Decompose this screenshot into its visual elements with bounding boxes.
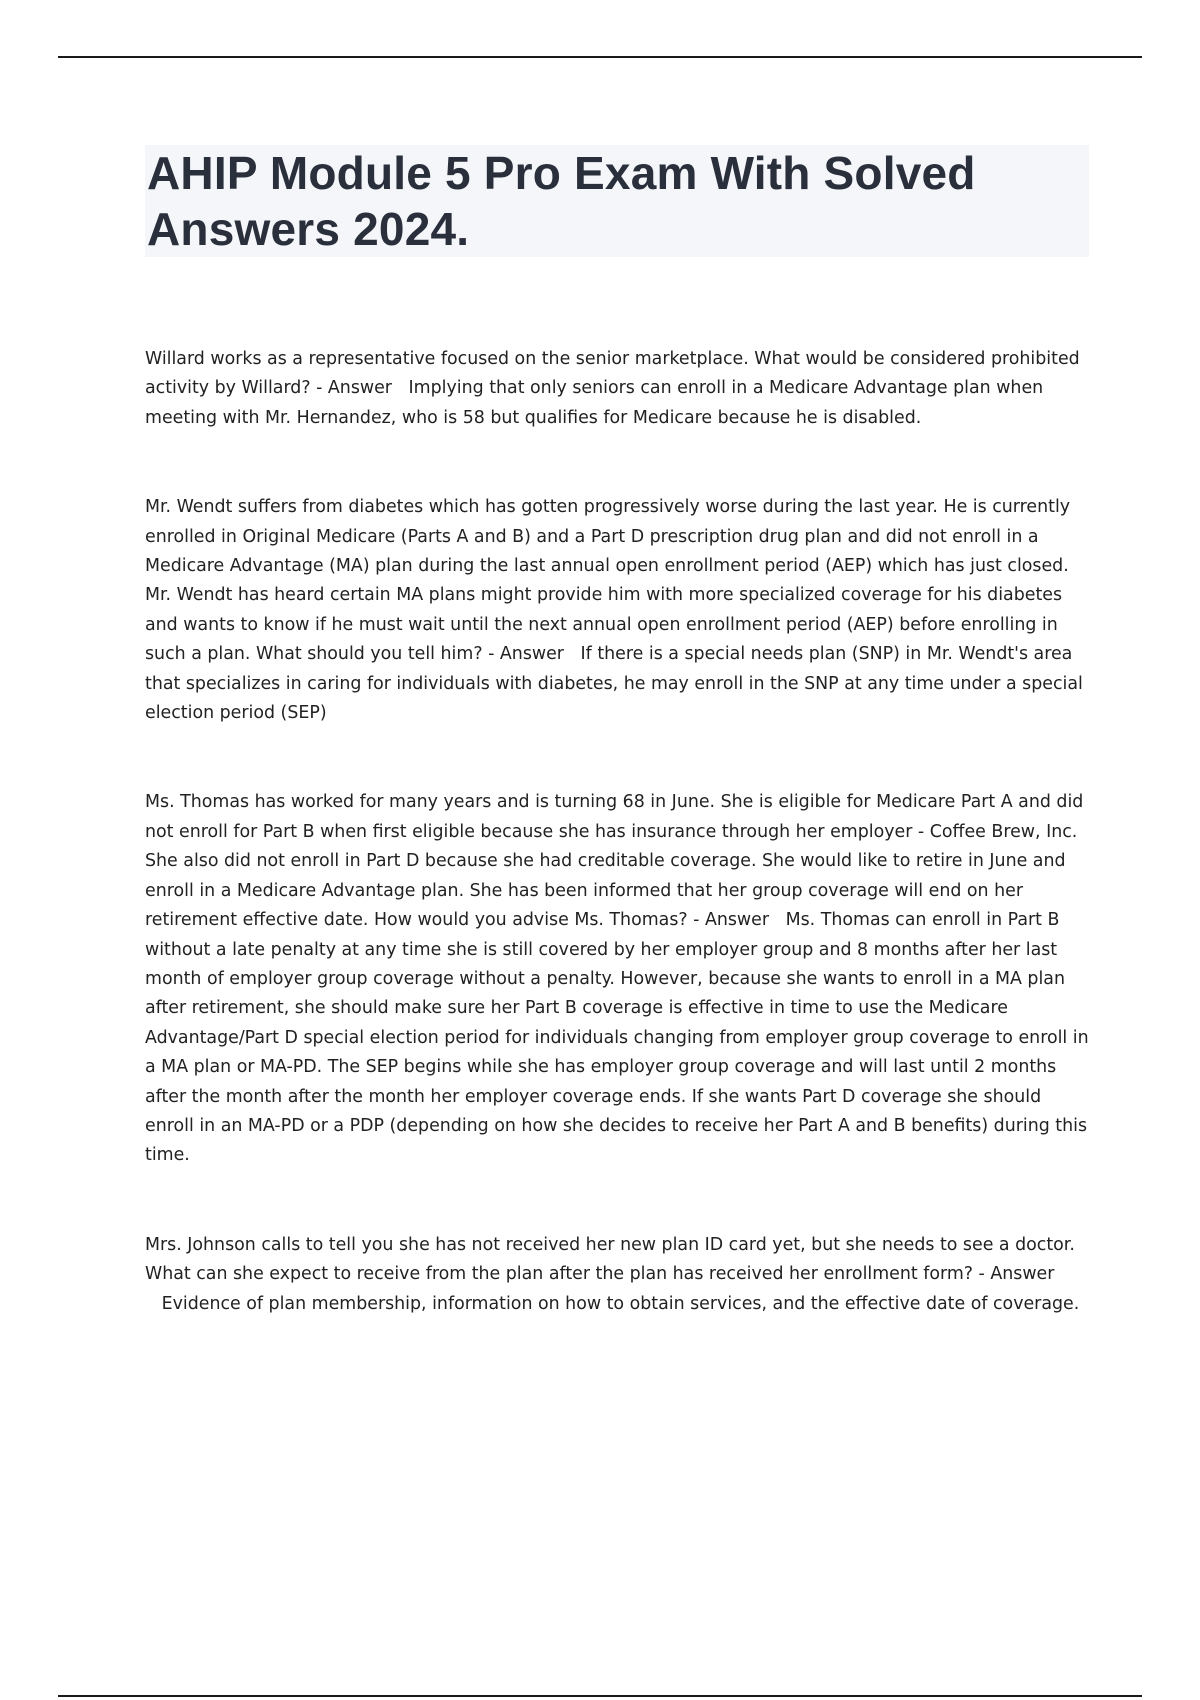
title-block — [145, 145, 1089, 257]
qa-list — [145, 345, 1089, 1319]
question-text: Ms. Thomas has worked for many years and is turning 68 in June. She is eligible for Medicare Part A and did not enroll for Part B when first eligible because she has insurance through her employer - Coffee Brew, Inc. She also did not enroll in Part D because she had creditable coverage. She would like to retire in June and enroll in a Medicare Advantage plan. She has been informed that her group coverage will end on her retirement effective date. How would you advise Ms. Thomas? - Answer — [145, 792, 1084, 931]
answer-text: Evidence of plan membership, information on how to obtain services, and the effective date of coverage. — [161, 1293, 1080, 1314]
question-text: Willard works as a representative focused on the senior marketplace. What would be considered prohibited activity by Willard? - Answer — [145, 349, 1080, 399]
qa-item-4 — [145, 1231, 1089, 1319]
qa-item-3 — [145, 788, 1089, 1170]
qa-item-1 — [145, 345, 1089, 433]
document-title: AHIP Module 5 Pro Exam With Solved Answers 2024. — [147, 147, 976, 255]
qa-item-2 — [145, 493, 1089, 728]
footer-rule — [58, 1695, 1142, 1697]
answer-text: Ms. Thomas can enroll in Part B without a late penalty at any time she is still covered by her employer group and 8 months after her last month of employer group coverage without a penalty. However, because she wants to enroll in a MA plan after retirement, she should make sure her Part B coverage is effective in time to use the Medicare Advantage/Part D special election period for individuals changing from employer group coverage to enroll in a MA plan or MA-PD. The SEP begins while she has employer group coverage and will last until 2 months after the month after the month her employer coverage ends. If she wants Part D coverage she should enroll in an MA-PD or a PDP (depending on how she decides to receive her Part A and B benefits) during this time. — [145, 910, 1089, 1166]
answer-text: Implying that only seniors can enroll in a Medicare Advantage plan when meeting with Mr. Hernandez, who is 58 but qualifies for Medicare because he is disabled. — [145, 378, 1044, 428]
answer-text: If there is a special needs plan (SNP) in Mr. Wendt's area that specializes in caring for individuals with diabetes, he may enroll in the SNP at any time under a special election period (SEP) — [145, 644, 1083, 724]
question-text: Mr. Wendt suffers from diabetes which has gotten progressively worse during the last year. He is currently enrolled in Original Medicare (Parts A and B) and a Part D prescription drug plan and did not enroll in a Medicare Advantage (MA) plan during the last annual open enrollment period (AEP) which has just closed. Mr. Wendt has heard certain MA plans might provide him with more specialized coverage for his diabetes and wants to know if he must wait until the next annual open enrollment period (AEP) before enrolling in such a plan. What should you tell him? - Answer — [145, 497, 1071, 665]
question-text: Mrs. Johnson calls to tell you she has not received her new plan ID card yet, but she needs to see a doctor. What can she expect to receive from the plan after the plan has received her enrollment form? - Answer — [145, 1234, 1075, 1285]
header-rule — [58, 56, 1142, 58]
